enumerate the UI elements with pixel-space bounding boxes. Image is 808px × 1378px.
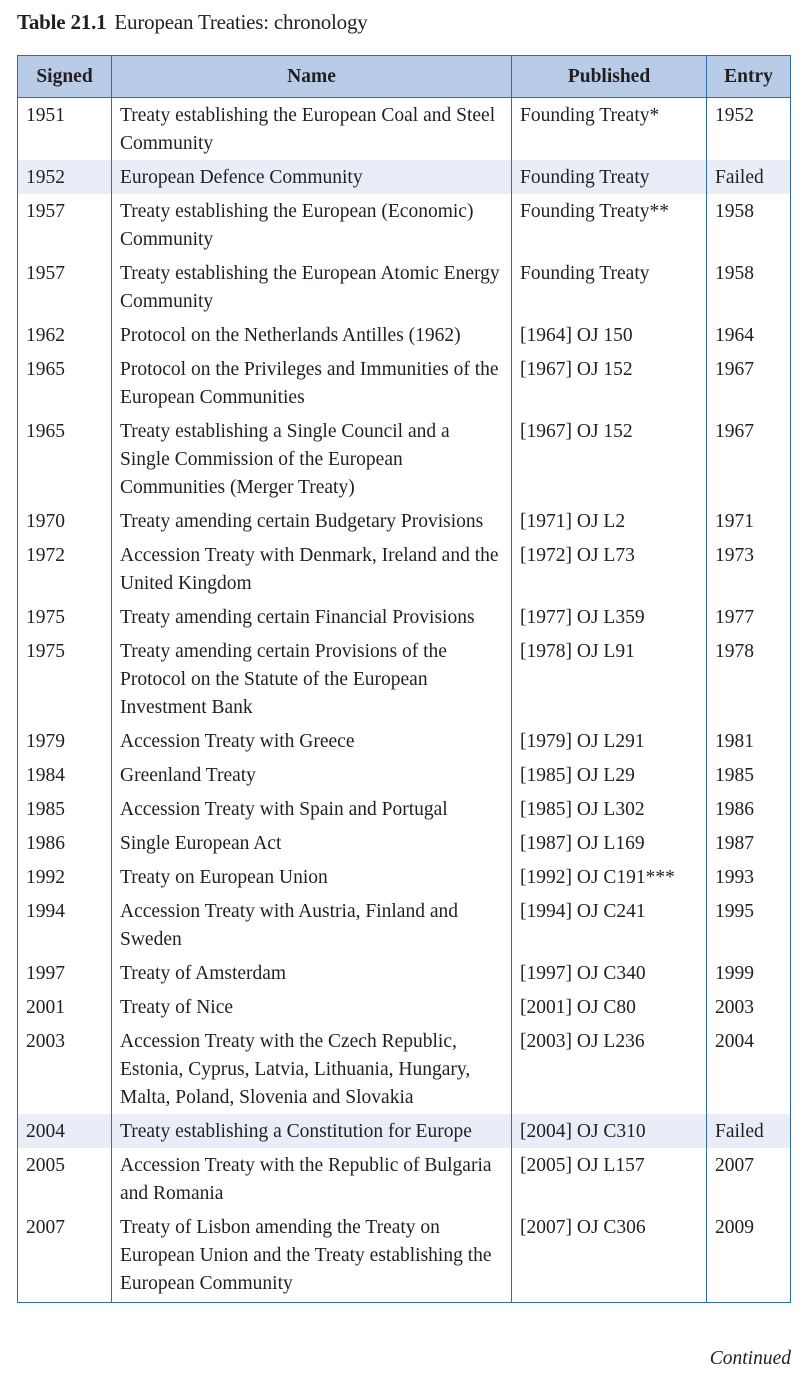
cell-signed: 1965 [26, 359, 65, 380]
cell-entry: 1973 [707, 538, 791, 600]
cell-name: Treaty of Nice [112, 990, 512, 1024]
cell-entry: 2003 [707, 990, 791, 1024]
cell-published: [1964] OJ 150 [512, 318, 707, 352]
cell-published: [2007] OJ C306 [512, 1210, 707, 1303]
cell-published: [1997] OJ C340 [512, 956, 707, 990]
continued-note: Continued [709, 1348, 791, 1369]
cell-name: Greenland Treaty [112, 758, 512, 792]
table-row [18, 352, 791, 414]
cell-name: Treaty amending certain Budgetary Provisions [112, 504, 512, 538]
cell-signed: 1965 [26, 421, 65, 442]
cell-name: Accession Treaty with the Czech Republic, Estonia, Cyprus, Latvia, Lithuania, Hungary, Malta, Poland, Slovenia and Slovakia [112, 1024, 512, 1114]
cell-name: Treaty amending certain Provisions of the Protocol on the Statute of the European Investment Bank [112, 634, 512, 724]
cell-published: [2005] OJ L157 [512, 1148, 707, 1210]
cell-name: Protocol on the Privileges and Immunities of the European Communities [112, 352, 512, 414]
column-header-signed: Signed [18, 56, 112, 98]
cell-signed: 1985 [26, 799, 65, 820]
cell-entry: 1987 [707, 826, 791, 860]
cell-signed: 2005 [26, 1155, 65, 1176]
cell-name: Treaty establishing a Constitution for Europe [112, 1114, 512, 1148]
cell-signed: 1972 [26, 545, 65, 566]
cell-entry: 1985 [707, 758, 791, 792]
cell-published: [1967] OJ 152 [512, 352, 707, 414]
cell-name: Treaty of Lisbon amending the Treaty on European Union and the Treaty establishing the European Community [112, 1210, 512, 1303]
cell-name: Accession Treaty with the Republic of Bulgaria and Romania [112, 1148, 512, 1210]
cell-signed: 1994 [26, 901, 65, 922]
cell-entry: 1999 [707, 956, 791, 990]
cell-name: Treaty of Amsterdam [112, 956, 512, 990]
cell-signed: 1970 [26, 511, 65, 532]
cell-entry: 1993 [707, 860, 791, 894]
cell-entry: 1952 [707, 98, 791, 161]
table-row [18, 990, 791, 1024]
cell-name: European Defence Community [112, 160, 512, 194]
table-row [18, 1210, 791, 1303]
table-row [18, 98, 791, 161]
table-row [18, 826, 791, 860]
table-row [18, 538, 791, 600]
table-row [18, 894, 791, 956]
table-row [18, 956, 791, 990]
column-header-entry: Entry [707, 56, 791, 98]
cell-signed: 1992 [26, 867, 65, 888]
cell-entry: 1986 [707, 792, 791, 826]
table-row [18, 860, 791, 894]
cell-published: [1978] OJ L91 [512, 634, 707, 724]
cell-name: Accession Treaty with Spain and Portugal [112, 792, 512, 826]
cell-published: [2001] OJ C80 [512, 990, 707, 1024]
cell-published: [1972] OJ L73 [512, 538, 707, 600]
cell-entry: 1967 [707, 414, 791, 504]
cell-entry: 1981 [707, 724, 791, 758]
cell-name: Accession Treaty with Denmark, Ireland and the United Kingdom [112, 538, 512, 600]
table-row [18, 194, 791, 256]
cell-published: [1967] OJ 152 [512, 414, 707, 504]
cell-entry: 1958 [707, 194, 791, 256]
table-row [18, 504, 791, 538]
cell-name: Treaty amending certain Financial Provisions [112, 600, 512, 634]
cell-published: Founding Treaty [512, 256, 707, 318]
cell-entry: 1967 [707, 352, 791, 414]
cell-published: [2003] OJ L236 [512, 1024, 707, 1114]
cell-published: [1994] OJ C241 [512, 894, 707, 956]
cell-name: Protocol on the Netherlands Antilles (1962) [112, 318, 512, 352]
cell-published: [1985] OJ L29 [512, 758, 707, 792]
cell-name: Treaty establishing the European (Economic) Community [112, 194, 512, 256]
cell-entry: 1971 [707, 504, 791, 538]
table-row [18, 724, 791, 758]
table-row [18, 1148, 791, 1210]
table-row [18, 600, 791, 634]
cell-published: [1971] OJ L2 [512, 504, 707, 538]
cell-entry: 1958 [707, 256, 791, 318]
cell-entry: 2004 [707, 1024, 791, 1114]
cell-signed: 2003 [26, 1031, 65, 1052]
cell-signed: 1984 [26, 765, 65, 786]
cell-name: Treaty establishing a Single Council and a Single Commission of the European Communities (Merger Treaty) [112, 414, 512, 504]
cell-published: Founding Treaty* [512, 98, 707, 161]
table-row [18, 1024, 791, 1114]
cell-signed: 2007 [26, 1217, 65, 1238]
cell-entry: Failed [707, 160, 791, 194]
column-header-name: Name [112, 56, 512, 98]
cell-signed: 1962 [26, 325, 65, 346]
table-row [18, 1114, 791, 1148]
cell-signed: 2001 [26, 997, 65, 1018]
table-row [18, 160, 791, 194]
cell-entry: 1978 [707, 634, 791, 724]
cell-signed: 1975 [26, 641, 65, 662]
cell-published: Founding Treaty** [512, 194, 707, 256]
table-row [18, 318, 791, 352]
cell-signed: 1975 [26, 607, 65, 628]
cell-published: [1977] OJ L359 [512, 600, 707, 634]
table-row [18, 792, 791, 826]
cell-published: Founding Treaty [512, 160, 707, 194]
table-row [18, 414, 791, 504]
table-caption [17, 10, 368, 35]
table-number: Table 21.1 [17, 10, 107, 34]
header-row [18, 56, 791, 98]
cell-signed: 1986 [26, 833, 65, 854]
cell-signed: 1951 [26, 105, 65, 126]
cell-published: [1985] OJ L302 [512, 792, 707, 826]
cell-published: [1992] OJ C191*** [512, 860, 707, 894]
cell-entry: 2007 [707, 1148, 791, 1210]
column-header-published: Published [512, 56, 707, 98]
treaties-table [17, 55, 791, 1303]
cell-entry: 1977 [707, 600, 791, 634]
table-title: European Treaties: chronology [114, 10, 368, 34]
cell-signed: 1979 [26, 731, 65, 752]
cell-name: Accession Treaty with Austria, Finland and Sweden [112, 894, 512, 956]
cell-entry: 2009 [707, 1210, 791, 1303]
cell-name: Treaty on European Union [112, 860, 512, 894]
cell-name: Treaty establishing the European Atomic Energy Community [112, 256, 512, 318]
table-row [18, 758, 791, 792]
cell-name: Single European Act [112, 826, 512, 860]
cell-published: [1987] OJ L169 [512, 826, 707, 860]
cell-entry: 1964 [707, 318, 791, 352]
cell-published: [2004] OJ C310 [512, 1114, 707, 1148]
cell-signed: 1957 [26, 201, 65, 222]
table-row [18, 256, 791, 318]
table-row [18, 634, 791, 724]
cell-name: Treaty establishing the European Coal and Steel Community [112, 98, 512, 161]
cell-signed: 1997 [26, 963, 65, 984]
cell-signed: 2004 [18, 1114, 112, 1148]
cell-entry: 1995 [707, 894, 791, 956]
cell-signed: 1952 [18, 160, 112, 194]
cell-name: Accession Treaty with Greece [112, 724, 512, 758]
cell-signed: 1957 [26, 263, 65, 284]
cell-entry: Failed [707, 1114, 791, 1148]
cell-published: [1979] OJ L291 [512, 724, 707, 758]
